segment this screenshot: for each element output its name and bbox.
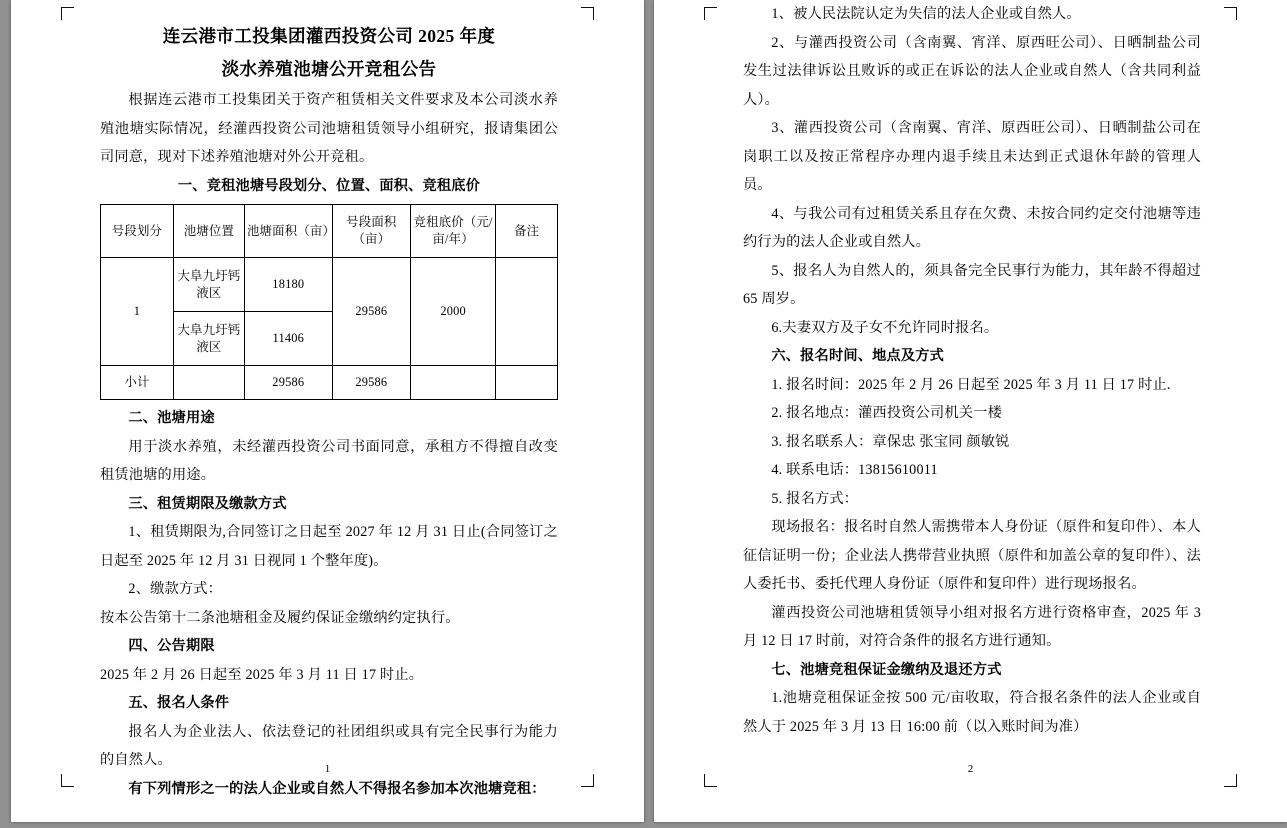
table-total-row (101, 366, 558, 400)
table-cell-total-price (411, 366, 496, 400)
paragraph-signup-phone: 4. 联系电话：13815610011 (771, 462, 938, 478)
section-heading-six: 六、报名时间、地点及方式 (771, 348, 945, 364)
table-header-cell-3: 号段面积（亩） (332, 205, 410, 258)
bid-table (100, 204, 558, 400)
section-heading-two: 二、池塘用途 (128, 410, 215, 426)
section-heading-seven: 七、池塘竞租保证金缴纳及退还方式 (771, 661, 1002, 678)
table-cell-total-area: 29586 (244, 366, 332, 400)
table-cell-total-location (173, 366, 244, 400)
page-2-content (743, 0, 1201, 740)
table-cell-total-remark (496, 366, 558, 400)
table-cell-base-price: 2000 (411, 258, 496, 366)
section-heading-four: 四、公告期限 (128, 638, 215, 654)
table-cell-area-1: 18180 (244, 258, 332, 312)
paragraph-exclusion-3: 3、灌西投资公司（含南翼、宵洋、原西旺公司）、日晒制盐公司在岗职工以及按正常程序办理内退手续且未达到正式退休年龄的管理人员。 (743, 120, 1201, 193)
crop-mark-top-left (61, 7, 74, 20)
crop-mark-bottom-left (61, 774, 74, 787)
paragraph-payment-label: 2、缴款方式： (128, 581, 223, 597)
table-header-cell-1: 池塘位置 (173, 205, 244, 258)
table-cell-location-1: 大阜九圩钙液区 (173, 258, 244, 312)
paragraph-notice-period: 2025 年 2 月 26 日起至 2025 年 3 月 11 日 17 时止。 (100, 666, 424, 683)
document-page-1 (11, 0, 644, 822)
paragraph-exclusion-6: 6.夫妻双方及子女不允许同时报名。 (771, 319, 999, 336)
paragraph-signup-time: 1. 报名时间：2025 年 2 月 26 日起至 2025 年 3 月 11 日 17 时止. (771, 376, 1171, 393)
table-header-cell-0: 号段划分 (101, 205, 174, 258)
table-cell-total-label: 小计 (101, 366, 174, 400)
crop-mark-top-left (704, 7, 717, 20)
paragraph-exclusion-5: 5、报名人为自然人的，须具备完全民事行为能力，其年龄不得超过 65 周岁。 (743, 262, 1201, 307)
crop-mark-bottom-right (1224, 774, 1237, 787)
crop-mark-bottom-left (704, 774, 717, 787)
table-header-row (101, 205, 558, 258)
paragraph-exclusion-intro: 有下列情形之一的法人企业或自然人不得报名参加本次池塘竞租： (128, 780, 546, 797)
section-heading-three: 三、租赁期限及缴款方式 (128, 495, 287, 512)
document-title (100, 20, 558, 86)
document-title-line-2: 淡水养殖池塘公开竞租公告 (221, 59, 437, 79)
paragraph-exclusion-1: 1、被人民法院认定为失信的法人企业或自然人。 (771, 6, 1081, 22)
paragraph-exclusion-4: 4、与我公司有过租赁关系且存在欠费、未按合同约定交付池塘等违约行为的法人企业或自然人。 (743, 205, 1201, 250)
table-cell-segment-area: 29586 (332, 258, 410, 366)
paragraph-deposit: 1.池塘竞租保证金按 500 元/亩收取，符合报名条件的法人企业或自然人于 2025 年 3 月 13 日 16:00 前（以入账时间为准） (743, 690, 1201, 735)
paragraph-signup-contact: 3. 报名联系人：章保忠 张宝同 颜敏锐 (771, 433, 1010, 450)
paragraph-payment-detail: 按本公告第十二条池塘租金及履约保证金缴纳约定执行。 (100, 609, 460, 626)
paragraph-lease-term: 1、租赁期限为,合同签订之日起至 2027 年 12 月 31 日止(合同签订之日起至 2025 年 12 月 31 日视同 1 个整年度)。 (100, 524, 558, 569)
table-header-cell-5: 备注 (496, 205, 558, 258)
paragraph-signup-onsite: 现场报名：报名时自然人需携带本人身份证（原件和复印件）、本人征信证明一份；企业法人携带营业执照（原件和加盖公章的复印件）、法人委托书、委托代理人身份证（原件和复印件）进行现场报名。 (743, 519, 1201, 592)
page-number-1: 1 (324, 763, 331, 775)
page-1-content (100, 20, 558, 797)
document-page-2 (654, 0, 1287, 822)
paragraph-qualification-review: 灌西投资公司池塘租赁领导小组对报名方进行资格审查，2025 年 3 月 12 日 17 时前，对符合条件的报名方进行通知。 (743, 604, 1201, 649)
paragraph-exclusion-2: 2、与灌西投资公司（含南翼、宵洋、原西旺公司）、日晒制盐公司发生过法律诉讼且败诉的或正在诉讼的法人企业或自然人（含共同利益人）。 (743, 34, 1201, 108)
crop-mark-top-right (1224, 7, 1237, 20)
table-cell-total-segment-area: 29586 (332, 366, 410, 400)
paragraph-signup-method-label: 5. 报名方式： (771, 490, 859, 507)
table-header-cell-2: 池塘面积（亩） (244, 205, 332, 258)
crop-mark-bottom-right (581, 774, 594, 787)
table-row (101, 258, 558, 312)
table-cell-segment: 1 (101, 258, 174, 366)
paragraph-usage: 用于淡水养殖，未经灌西投资公司书面同意，承租方不得擅自改变租赁池塘的用途。 (100, 438, 558, 483)
table-cell-area-2: 11406 (244, 312, 332, 366)
table-header-cell-4: 竞租底价（元/亩/年） (411, 205, 496, 258)
section-heading-five: 五、报名人条件 (128, 695, 230, 711)
table-cell-remark (496, 258, 558, 366)
crop-mark-top-right (581, 7, 594, 20)
table-cell-location-2: 大阜九圩钙液区 (173, 312, 244, 366)
paragraph-signup-place: 2. 报名地点：灌西投资公司机关一楼 (771, 405, 1002, 421)
section-heading-one: 一、竞租池塘号段划分、位置、面积、竞租底价 (177, 177, 481, 194)
document-title-line-1: 连云港市工投集团灌西投资公司 2025 年度 (162, 26, 496, 46)
page-number-2: 2 (967, 763, 974, 775)
paragraph-applicant-conditions: 报名人为企业法人、依法登记的社团组织或具有完全民事行为能力的自然人。 (100, 723, 558, 768)
paragraph-intro: 根据连云港市工投集团关于资产租赁相关文件要求及本公司淡水养殖池塘实际情况，经灌西投资公司池塘租赁领导小组研究，报请集团公司同意，现对下述养殖池塘对外公开竞租。 (100, 92, 558, 165)
